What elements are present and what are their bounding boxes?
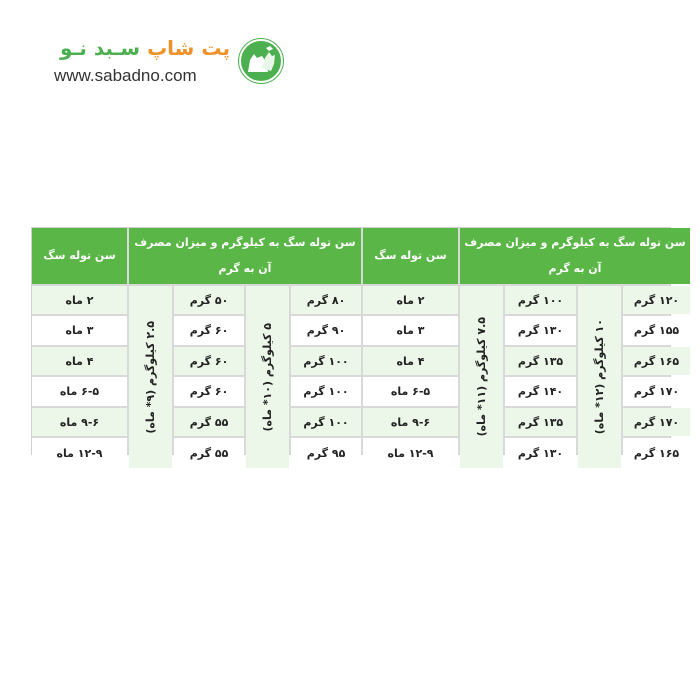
table-cell: ۳ ماه	[363, 316, 458, 345]
table-cell: ۱۰۰ گرم	[291, 347, 361, 375]
logo-brand-part2: سـبد نـو	[60, 36, 141, 60]
table-cell: ۶۰ گرم	[174, 347, 244, 375]
table-cell: ۱۴۰ گرم	[505, 377, 576, 406]
table-cell: ۱۰۰ گرم	[291, 408, 361, 436]
table-cell: ۲ ماه	[32, 286, 127, 314]
weight-label-7-5kg: ۷.۵ کیلوگرم (۱۱* ماه)	[460, 286, 503, 468]
table-cell: ۶۰ گرم	[174, 377, 244, 406]
table-cell: ۱۷۰ گرم	[623, 408, 690, 436]
header-weight-left: سن توله سگ به کیلوگرم و میزان مصرف آن به گرم	[129, 228, 361, 284]
table-cell: ۱۳۵ گرم	[505, 347, 576, 375]
table-cell: ۵۵ گرم	[174, 438, 244, 468]
table-cell: ۶۰ گرم	[174, 316, 244, 345]
table-cell: ۵۵ گرم	[174, 408, 244, 436]
header-weight-right: سن توله سگ به کیلوگرم و میزان مصرف آن به گرم	[460, 228, 690, 284]
header-age-right: سن توله سگ	[363, 228, 458, 284]
logo	[54, 34, 294, 94]
table-cell: ۹-۶ ماه	[363, 408, 458, 436]
logo-brand-part1: پت شاپ	[147, 36, 230, 60]
table-cell: ۸۰ گرم	[291, 286, 361, 314]
table-cell: ۶-۵ ماه	[363, 377, 458, 406]
weight-label-2-5kg: ۲.۵ کیلوگرم (۹* ماه)	[129, 286, 172, 468]
table-cell: ۱۵۵ گرم	[623, 316, 690, 345]
table-cell: ۵۰ گرم	[174, 286, 244, 314]
table-cell: ۱۲۰ گرم	[623, 286, 690, 314]
table-cell: ۱۶۵ گرم	[623, 438, 690, 468]
table-cell: ۹۰ گرم	[291, 316, 361, 345]
table-cell: ۱۳۵ گرم	[505, 408, 576, 436]
table-cell: ۱۶۵ گرم	[623, 347, 690, 375]
table-cell: ۱۰۰ گرم	[505, 286, 576, 314]
weight-label-10kg: ۱۰ کیلوگرم (۱۲* ماه)	[578, 286, 621, 468]
pet-silhouettes-icon	[238, 38, 284, 84]
table-cell: ۴ ماه	[32, 347, 127, 375]
table-cell: ۹۵ گرم	[291, 438, 361, 468]
table-cell: ۶-۵ ماه	[32, 377, 127, 406]
logo-url: www.sabadno.com	[54, 66, 197, 85]
table-cell: ۱۰۰ گرم	[291, 377, 361, 406]
table-cell: ۱۲-۹ ماه	[363, 438, 458, 468]
dog-food-table	[31, 227, 686, 460]
table-cell: ۱۲-۹ ماه	[32, 438, 127, 468]
header-age-left: سن توله سگ	[32, 228, 127, 284]
table-cell: ۳ ماه	[32, 316, 127, 345]
logo-brand-name	[60, 36, 230, 60]
table-cell: ۱۳۰ گرم	[505, 438, 576, 468]
table-cell: ۲ ماه	[363, 286, 458, 314]
table-cell: ۴ ماه	[363, 347, 458, 375]
table-cell: ۱۷۰ گرم	[623, 377, 690, 406]
weight-label-5kg: ۵ کیلوگرم (۱۰* ماه)	[246, 286, 289, 468]
table-cell: ۹-۶ ماه	[32, 408, 127, 436]
table-cell: ۱۳۰ گرم	[505, 316, 576, 345]
